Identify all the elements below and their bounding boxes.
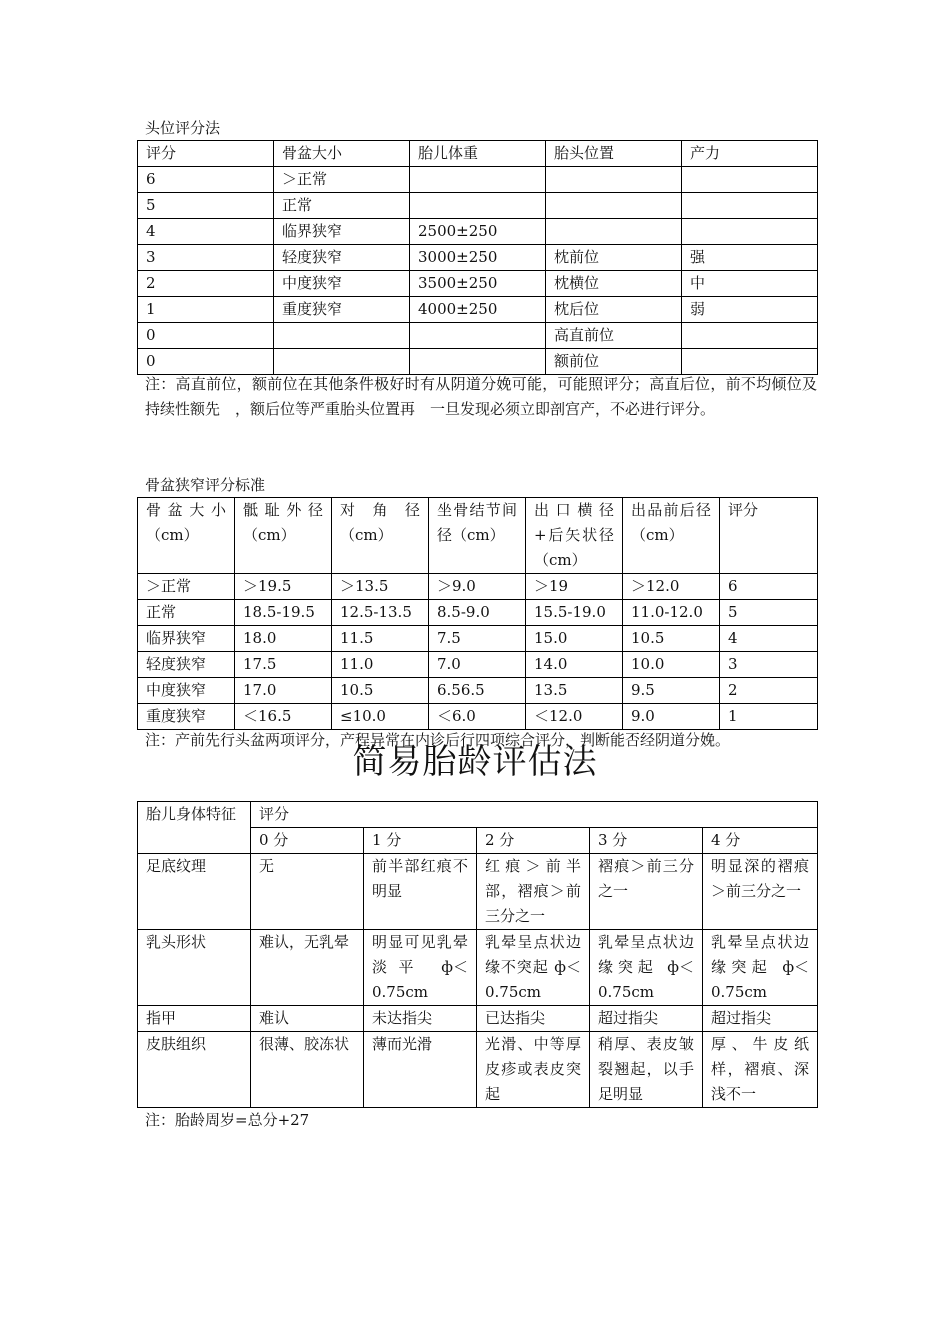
table-cell: 明显可见乳晕淡平 ф＜0.75cm — [364, 930, 477, 1006]
header-cell: 坐骨结节间径（cm） — [429, 498, 526, 574]
table-cell: 乳晕呈点状边缘突起 ф＜0.75cm — [703, 930, 818, 1006]
table-cell: 皮肤组织 — [138, 1032, 251, 1108]
table-row — [138, 652, 818, 678]
table1-note: 注：高直前位，额前位在其他条件极好时有从阴道分娩可能，可能照评分；高直后位，前不均倾位及持续性额先 ，额后位等严重胎头位置再 一旦发现必须立即剖宫产，不必进行评分。 — [145, 375, 817, 418]
table-cell: 4 — [138, 219, 274, 245]
table-cell: 正常 — [138, 600, 235, 626]
header-cell: 评分 — [251, 802, 818, 828]
table-cell: 无 — [251, 854, 364, 930]
table-cell: 0 — [138, 323, 274, 349]
table-cell: 6 — [720, 574, 818, 600]
header-cell: 产力 — [682, 141, 818, 167]
header-cell: 出品前后径（cm） — [623, 498, 720, 574]
table-cell: 2 — [720, 678, 818, 704]
table-row — [138, 1006, 818, 1032]
table-cell: ＞9.0 — [429, 574, 526, 600]
header-cell: 胎儿体重 — [410, 141, 546, 167]
table-cell: ≤10.0 — [332, 704, 429, 730]
table-row — [138, 219, 818, 245]
table-cell: 褶痕＞前三分之一 — [590, 854, 703, 930]
table-cell: 10.0 — [623, 652, 720, 678]
table-cell: 17.5 — [235, 652, 332, 678]
table-cell — [546, 219, 682, 245]
header-cell: 骨盆大小 — [274, 141, 410, 167]
table-row — [138, 1032, 818, 1108]
table-row — [138, 193, 818, 219]
table-cell — [410, 167, 546, 193]
table-cell: 强 — [682, 245, 818, 271]
table-cell: ＜16.5 — [235, 704, 332, 730]
table-cell: 临界狭窄 — [138, 626, 235, 652]
table-row — [138, 678, 818, 704]
table-cell: 4 — [720, 626, 818, 652]
table-cell: 中度狭窄 — [138, 678, 235, 704]
table-cell: 7.5 — [429, 626, 526, 652]
table-row — [138, 600, 818, 626]
table-row — [138, 297, 818, 323]
table-cell: 薄而光滑 — [364, 1032, 477, 1108]
table-cell: 明显深的褶痕＞前三分之一 — [703, 854, 818, 930]
table-cell: 高直前位 — [546, 323, 682, 349]
table-cell: ＞12.0 — [623, 574, 720, 600]
table-cell — [682, 193, 818, 219]
table-row — [138, 349, 818, 375]
table-cell: 中 — [682, 271, 818, 297]
table-cell: 额前位 — [546, 349, 682, 375]
table-cell: 很薄、胶冻状 — [251, 1032, 364, 1108]
table-cell: 3 — [720, 652, 818, 678]
table-cell: 厚、牛皮纸样，褶痕、深浅不一 — [703, 1032, 818, 1108]
table-cell: 17.0 — [235, 678, 332, 704]
table-row — [138, 574, 818, 600]
gestational-age-title: 简易胎龄评估法 — [352, 742, 598, 782]
table-cell: 难认 — [251, 1006, 364, 1032]
table-cell: 10.5 — [332, 678, 429, 704]
table-row — [138, 271, 818, 297]
table-cell: 未达指尖 — [364, 1006, 477, 1032]
table-cell: 13.5 — [526, 678, 623, 704]
table-row — [138, 245, 818, 271]
table-cell: 重度狭窄 — [274, 297, 410, 323]
table-cell: 18.5-19.5 — [235, 600, 332, 626]
table-cell: ＞正常 — [274, 167, 410, 193]
header-cell: 骨盆大小（cm） — [138, 498, 235, 574]
table-cell — [274, 323, 410, 349]
table2-caption: 骨盆狭窄评分标准 — [145, 476, 266, 494]
table-header-row — [138, 498, 818, 574]
table-cell — [274, 349, 410, 375]
table-cell: 中度狭窄 — [274, 271, 410, 297]
table-header-row — [138, 802, 818, 828]
table-cell: 9.5 — [623, 678, 720, 704]
table1-caption: 头位评分法 — [145, 119, 221, 137]
table-cell: 8.5-9.0 — [429, 600, 526, 626]
table-cell: 稍厚、表皮皱裂翘起，以手足明显 — [590, 1032, 703, 1108]
table-cell: 已达指尖 — [477, 1006, 590, 1032]
table-cell — [410, 349, 546, 375]
table-cell: 12.5-13.5 — [332, 600, 429, 626]
table-cell: 枕横位 — [546, 271, 682, 297]
table-cell: 临界狭窄 — [274, 219, 410, 245]
table-cell: ＞19.5 — [235, 574, 332, 600]
table-cell: 0 — [138, 349, 274, 375]
table-row — [138, 167, 818, 193]
header-cell: 4 分 — [703, 828, 818, 854]
table-cell: 3 — [138, 245, 274, 271]
table-cell: ＞19 — [526, 574, 623, 600]
table-cell: 正常 — [274, 193, 410, 219]
table-cell: 11.0 — [332, 652, 429, 678]
table-cell: 难认，无乳晕 — [251, 930, 364, 1006]
pelvic-stenosis-score-table — [137, 497, 818, 730]
header-cell: 出口横径+后矢状径（cm） — [526, 498, 623, 574]
gestational-age-table — [137, 801, 818, 1108]
header-cell: 0 分 — [251, 828, 364, 854]
table-cell: 重度狭窄 — [138, 704, 235, 730]
table-cell: 轻度狭窄 — [274, 245, 410, 271]
table-cell: ＜6.0 — [429, 704, 526, 730]
table-cell: ＞正常 — [138, 574, 235, 600]
table2-note: 注：产前先行头盆两项评分，产程异常在内诊后行四项综合评分，判断能否经阴道分娩。 — [145, 731, 731, 749]
table-cell: 红痕＞前半部，褶痕＞前三分之一 — [477, 854, 590, 930]
table-header-row — [138, 141, 818, 167]
table-cell: ＜12.0 — [526, 704, 623, 730]
table-cell: 2500±250 — [410, 219, 546, 245]
table-cell: 足底纹理 — [138, 854, 251, 930]
table-cell — [410, 323, 546, 349]
table-row — [138, 854, 818, 930]
table-cell: 轻度狭窄 — [138, 652, 235, 678]
table-row — [138, 626, 818, 652]
table-cell — [546, 167, 682, 193]
table-cell — [682, 167, 818, 193]
table-row — [138, 930, 818, 1006]
table-cell — [682, 349, 818, 375]
table-cell: 乳晕呈点状边缘突起 ф＜0.75cm — [590, 930, 703, 1006]
table-cell — [682, 219, 818, 245]
header-cell: 评分 — [720, 498, 818, 574]
table-cell: 14.0 — [526, 652, 623, 678]
table-cell: 6 — [138, 167, 274, 193]
table-cell: ＞13.5 — [332, 574, 429, 600]
table-cell: 乳晕呈点状边缘不突起 ф＜0.75cm — [477, 930, 590, 1006]
table-cell: 3500±250 — [410, 271, 546, 297]
table-cell: 光滑、中等厚皮疹或表皮突起 — [477, 1032, 590, 1108]
table-cell: 弱 — [682, 297, 818, 323]
table-cell: 1 — [720, 704, 818, 730]
table-cell: 2 — [138, 271, 274, 297]
table-cell: 超过指尖 — [590, 1006, 703, 1032]
header-cell: 对角径（cm） — [332, 498, 429, 574]
table-cell: 指甲 — [138, 1006, 251, 1032]
table-cell — [410, 193, 546, 219]
header-cell: 胎头位置 — [546, 141, 682, 167]
header-cell: 2 分 — [477, 828, 590, 854]
table-cell: 10.5 — [623, 626, 720, 652]
table-cell: 5 — [138, 193, 274, 219]
table-cell: 7.0 — [429, 652, 526, 678]
table-cell: 枕前位 — [546, 245, 682, 271]
header-cell: 胎儿身体特征 — [138, 802, 251, 854]
table-cell: 15.5-19.0 — [526, 600, 623, 626]
table-cell: 18.0 — [235, 626, 332, 652]
table-cell: 4000±250 — [410, 297, 546, 323]
table-row — [138, 323, 818, 349]
table-cell: 11.5 — [332, 626, 429, 652]
table-cell: 乳头形状 — [138, 930, 251, 1006]
header-cell: 1 分 — [364, 828, 477, 854]
table-cell: 15.0 — [526, 626, 623, 652]
table-cell: 6.56.5 — [429, 678, 526, 704]
header-cell: 3 分 — [590, 828, 703, 854]
table-cell: 11.0-12.0 — [623, 600, 720, 626]
table-row — [138, 704, 818, 730]
table-cell — [682, 323, 818, 349]
table3-note: 注：胎龄周岁=总分+27 — [145, 1111, 310, 1129]
table-cell: 5 — [720, 600, 818, 626]
table-cell: 超过指尖 — [703, 1006, 818, 1032]
table-cell: 3000±250 — [410, 245, 546, 271]
table-cell: 1 — [138, 297, 274, 323]
table-cell: 前半部红痕不明显 — [364, 854, 477, 930]
head-position-score-table — [137, 140, 818, 375]
header-cell: 骶耻外径（cm） — [235, 498, 332, 574]
header-cell: 评分 — [138, 141, 274, 167]
table-cell: 枕后位 — [546, 297, 682, 323]
table-cell — [546, 193, 682, 219]
table-cell: 9.0 — [623, 704, 720, 730]
